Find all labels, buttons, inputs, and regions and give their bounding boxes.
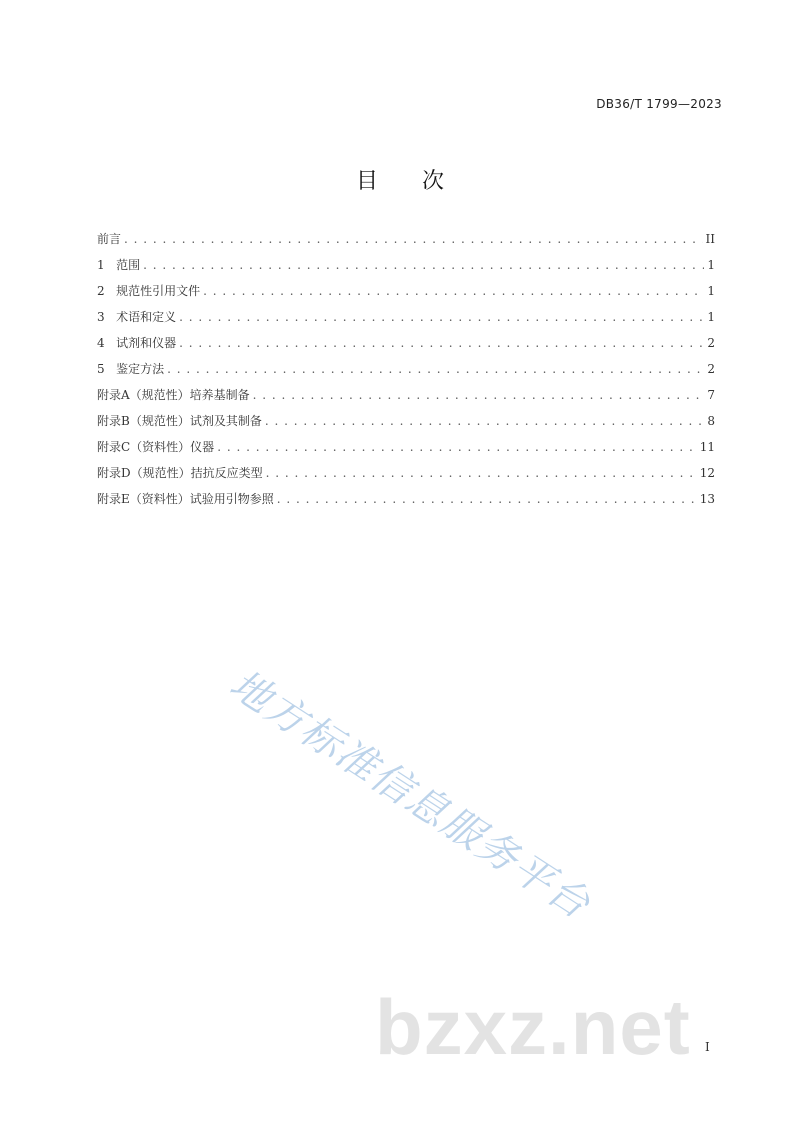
platform-watermark: 地方标准信息服务平台	[221, 661, 599, 929]
toc-entry-label: 4 试剂和仪器	[97, 336, 177, 350]
toc-entry-foreword[interactable]	[97, 226, 715, 252]
toc-entry-label: 附录E（资料性）试验用引物参照	[97, 492, 274, 506]
toc-entry-terms-definitions[interactable]	[97, 304, 715, 330]
dot-leader	[179, 304, 704, 330]
toc-entry-label: 附录D（规范性）拮抗反应类型	[97, 466, 263, 480]
dot-leader	[253, 382, 705, 408]
table-of-contents	[97, 226, 715, 512]
dot-leader	[203, 278, 704, 304]
toc-entry-page: 1	[707, 258, 715, 272]
toc-entry-label: 附录A（规范性）培养基制备	[97, 388, 250, 402]
dot-leader	[179, 330, 704, 356]
toc-entry-label: 1 范围	[97, 258, 141, 272]
toc-entry-page: II	[705, 232, 715, 246]
toc-entry-page: 2	[707, 336, 715, 350]
dot-leader	[217, 434, 697, 460]
toc-entry-label: 附录C（资料性）仪器	[97, 440, 215, 454]
site-watermark: bzxz.net	[375, 983, 691, 1071]
page-number: I	[705, 1040, 710, 1054]
dot-leader	[277, 486, 697, 512]
toc-entry-label: 5 鉴定方法	[97, 362, 165, 376]
toc-entry-page: 11	[699, 440, 715, 454]
toc-title: 目次	[355, 169, 488, 194]
dot-leader	[265, 408, 705, 434]
toc-entry-page: 12	[699, 466, 715, 480]
toc-entry-page: 8	[707, 414, 715, 428]
toc-entry-page: 13	[699, 492, 715, 506]
toc-entry-page: 2	[707, 362, 715, 376]
toc-entry-identification-methods[interactable]	[97, 356, 715, 382]
dot-leader	[124, 226, 703, 252]
toc-entry-page: 1	[707, 284, 715, 298]
dot-leader	[143, 252, 704, 278]
dot-leader	[167, 356, 704, 382]
toc-entry-appendix-e[interactable]	[97, 486, 715, 512]
toc-entry-appendix-c[interactable]	[97, 434, 715, 460]
toc-entry-appendix-d[interactable]	[97, 460, 715, 486]
toc-entry-page: 7	[707, 388, 715, 402]
dot-leader	[266, 460, 697, 486]
toc-entry-normative-references[interactable]	[97, 278, 715, 304]
toc-entry-label: 附录B（规范性）试剂及其制备	[97, 414, 262, 428]
toc-entry-appendix-b[interactable]	[97, 408, 715, 434]
toc-entry-label: 3 术语和定义	[97, 310, 177, 324]
toc-entry-scope[interactable]	[97, 252, 715, 278]
toc-entry-label: 前言	[97, 232, 122, 246]
document-code: DB36/T 1799—2023	[596, 97, 722, 111]
toc-entry-reagents-instruments[interactable]	[97, 330, 715, 356]
toc-entry-appendix-a[interactable]	[97, 382, 715, 408]
toc-entry-label: 2 规范性引用文件	[97, 284, 201, 298]
toc-entry-page: 1	[707, 310, 715, 324]
